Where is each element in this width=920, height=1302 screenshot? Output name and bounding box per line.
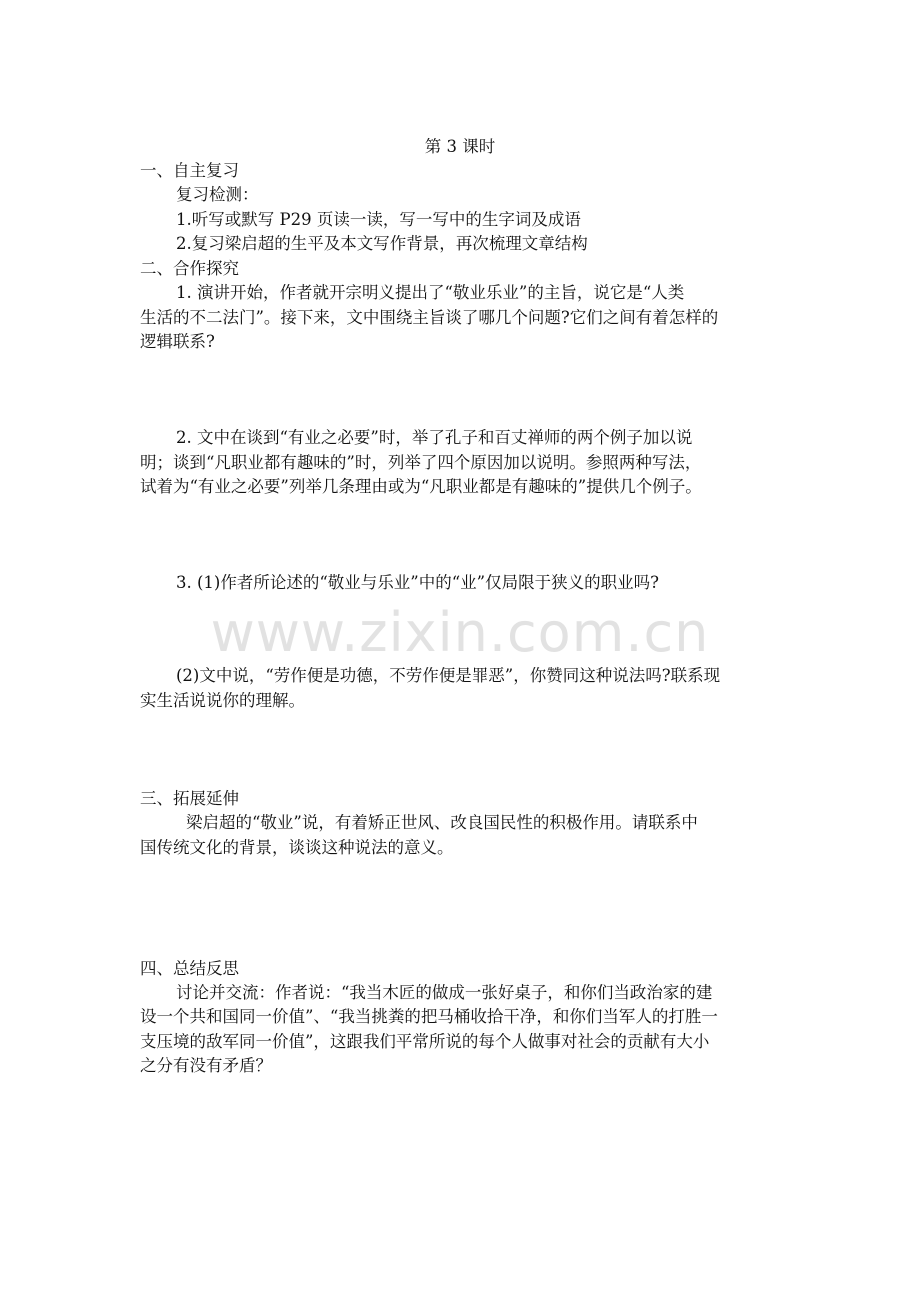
question-1-line-1: 1. 演讲开始，作者就开宗明义提出了“敬业乐业”的主旨，说它是“人类	[176, 283, 685, 302]
question-2-line-2: 明；谈到“凡职业都有趣味的”时，列举了四个原因加以说明。参照两种写法，	[140, 453, 702, 472]
section-4-heading: 四、总结反思	[140, 959, 239, 978]
question-1-line-2: 生活的不二法门”。接下来，文中围绕主旨谈了哪几个问题?它们之间有着怎样的	[140, 308, 719, 327]
section-4-text-line-2: 设一个共和国同一价值”、“我当挑粪的把马桶收拾干净，和你们当军人的打胜一	[140, 1007, 718, 1026]
section-1-heading: 一、自主复习	[140, 161, 239, 180]
question-3-part-2-line-1: (2)文中说，“劳作便是功德，不劳作便是罪恶”，你赞同这种说法吗?联系现	[176, 666, 721, 685]
section-3-text-line-1: 梁启超的“敬业”说，有着矫正世风、改良国民性的积极作用。请联系中	[186, 813, 698, 832]
page-title: 第 3 课时	[424, 137, 496, 156]
question-2-line-1: 2. 文中在谈到“有业之必要”时，举了孔子和百丈禅师的两个例子加以说	[176, 428, 693, 447]
section-4-text-line-3: 支压境的敌军同一价值”，这跟我们平常所说的每个人做事对社会的贡献有大小	[140, 1032, 710, 1051]
section-2-heading: 二、合作探究	[140, 259, 239, 278]
question-2-line-3: 试着为“有业之必要”列举几条理由或为“凡职业都是有趣味的”提供几个例子。	[140, 477, 702, 496]
review-item-2: 2.复习梁启超的生平及本文写作背景，再次梳理文章结构	[176, 234, 588, 253]
review-item-1: 1.听写或默写 P29 页读一读，写一写中的生字词及成语	[176, 210, 581, 229]
section-1-subheading: 复习检测：	[176, 185, 259, 204]
question-3-part-2-line-2: 实生活说说你的理解。	[140, 691, 305, 710]
section-3-heading: 三、拓展延伸	[140, 789, 239, 808]
question-1-line-3: 逻辑联系?	[140, 332, 215, 351]
section-3-text-line-2: 国传统文化的背景，谈谈这种说法的意义。	[140, 838, 454, 857]
watermark: www.zixin.com.cn	[210, 601, 710, 664]
section-4-text-line-4: 之分有没有矛盾？	[140, 1056, 272, 1075]
section-4-text-line-1: 讨论并交流：作者说：“我当木匠的做成一张好桌子，和你们当政治家的建	[176, 983, 713, 1002]
question-3-part-1: 3. (1)作者所论述的“敬业与乐业”中的“业”仅局限于狭义的职业吗?	[176, 573, 659, 592]
